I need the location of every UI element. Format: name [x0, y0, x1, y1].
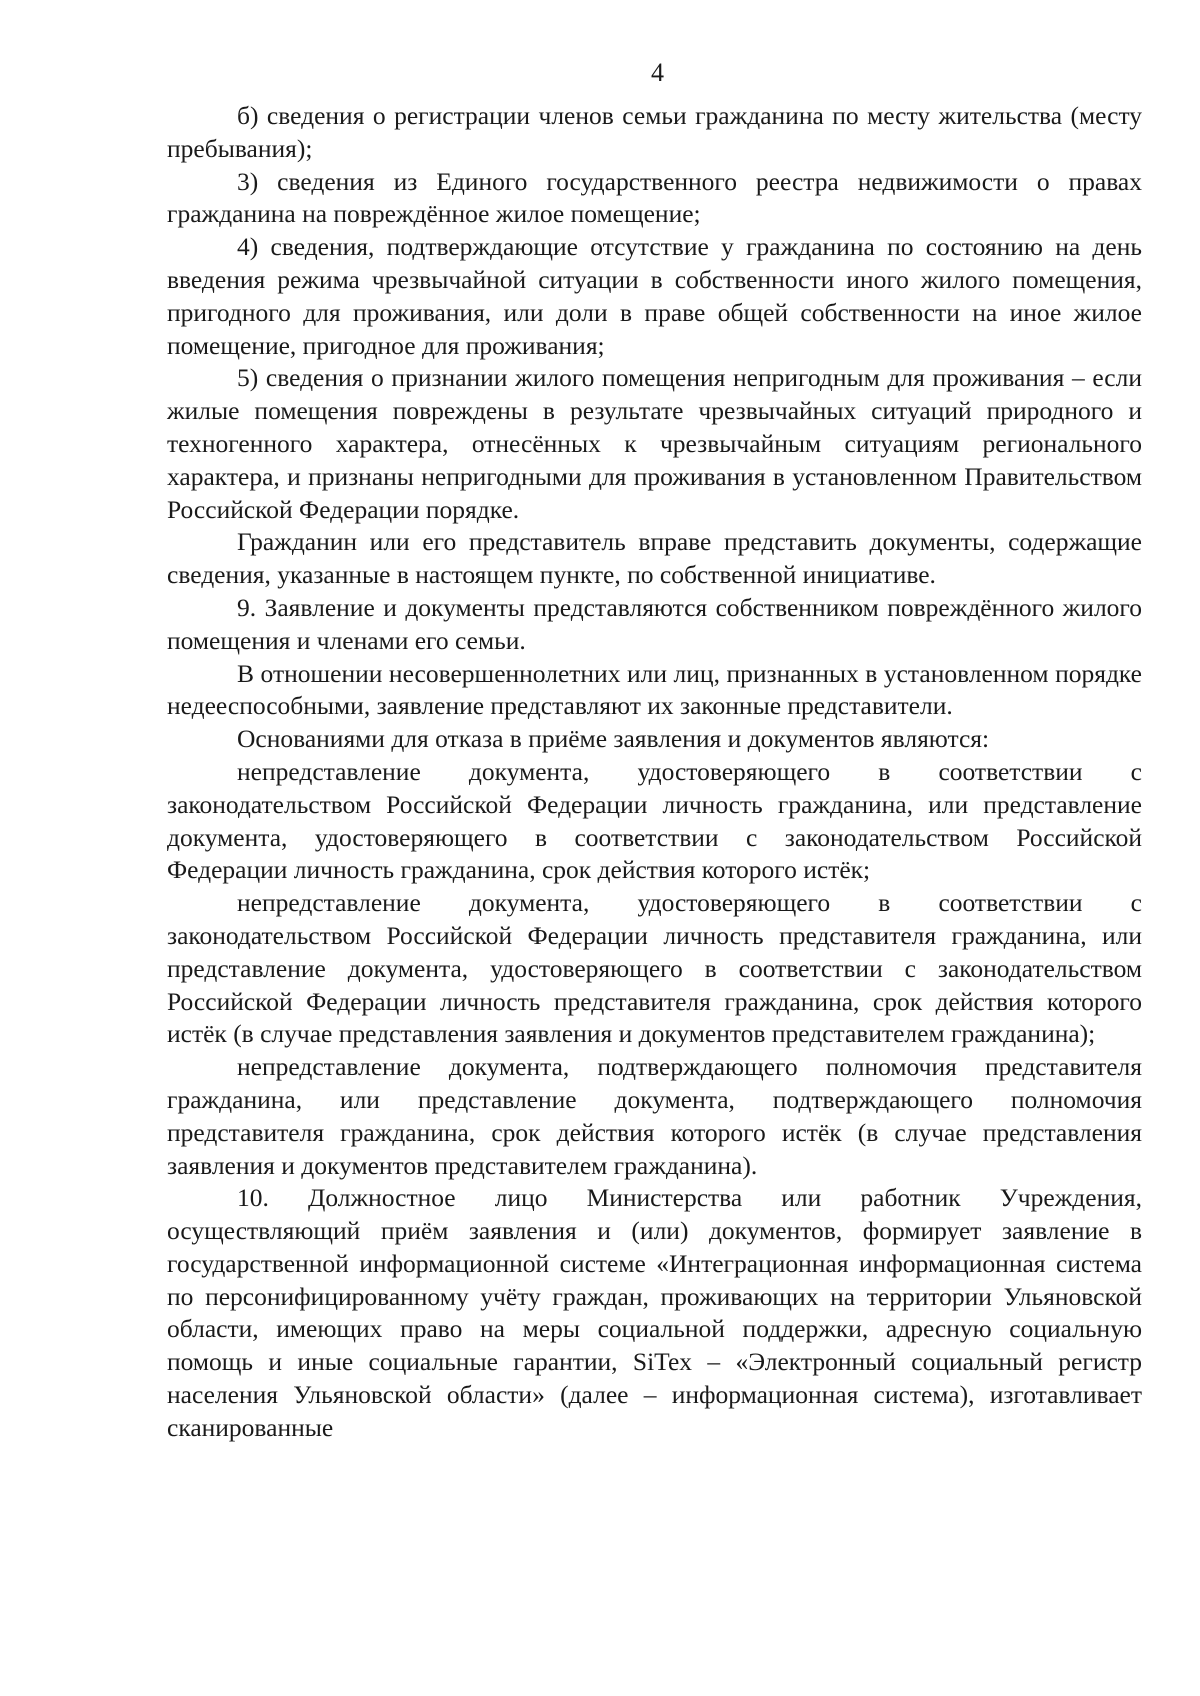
paragraph-item-4: 4) сведения, подтверждающие отсутствие у гражданина по состоянию на день введения режима чрезвычайной ситуации в собственности иного жилого помещения, пригодного для проживания, или доли в праве общей собственности на иное жилое помещение, пригодное для проживания;: [167, 232, 1142, 360]
paragraph-refusal-representative-identity: непредставление документа, удостоверяющего в соответствии с законодательством Российской Федерации личность представителя гражданина, или представление документа, удостоверяющего в соответствии с законодательством Российской Федерации личность представителя гражданина, срок действия которого истёк (в случае представления заявления и документов представителем гражданина);: [167, 888, 1142, 1049]
paragraph-clause-10: 10. Должностное лицо Министерства или работник Учреждения, осуществляющий приём заявления и (или) документов, формирует заявление в государственной информационной системе «Интеграционная информационная система по персонифицированному учёту граждан, проживающих на территории Ульяновской области, имеющих право на меры социальной поддержки, адресную социальную помощь и иные социальные гарантии, SiTex – «Электронный социальный регистр населения Ульяновской области» (далее – информационная система), изготавливает сканированные: [167, 1183, 1142, 1442]
paragraph-item-6: б) сведения о регистрации членов семьи гражданина по месту жительства (месту пребывания);: [167, 101, 1142, 163]
paragraph-minors: В отношении несовершеннолетних или лиц, признанных в установленном порядке недееспособными, заявление представляют их законные представители.: [167, 658, 1142, 721]
paragraph-item-5: 5) сведения о признании жилого помещения непригодным для проживания – если жилые помещения повреждены в результате чрезвычайных ситуаций природного и техногенного характера, отнесённых к чрезвычайным ситуациям регионального характера, и признаны непригодными для проживания в установленном Правительством Российской Федерации порядке.: [167, 363, 1142, 524]
paragraph-refusal-authority: непредставление документа, подтверждающего полномочия представителя гражданина, или представление документа, подтверждающего полномочия представителя гражданина, срок действия которого истёк (в случае представления заявления и документов представителем гражданина).: [167, 1052, 1142, 1180]
page-number: 4: [651, 58, 664, 87]
paragraph-item-3: 3) сведения из Единого государственного реестра недвижимости о правах гражданина на повреждённое жилое помещение;: [167, 166, 1142, 229]
document-body: [167, 100, 1142, 1445]
paragraph-refusal-grounds: Основаниями для отказа в приёме заявления и документов являются:: [237, 724, 990, 754]
paragraph-refusal-identity: непредставление документа, удостоверяющего в соответствии с законодательством Российской Федерации личность гражданина, или представление документа, удостоверяющего в соответствии с законодательством Российской Федерации личность гражданина, срок действия которого истёк;: [167, 756, 1142, 885]
paragraph-own-initiative: Гражданин или его представитель вправе представить документы, содержащие сведения, указанные в настоящем пункте, по собственной инициативе.: [167, 527, 1142, 590]
paragraph-clause-9: 9. Заявление и документы представляются собственником повреждённого жилого помещения и членами его семьи.: [167, 592, 1142, 655]
